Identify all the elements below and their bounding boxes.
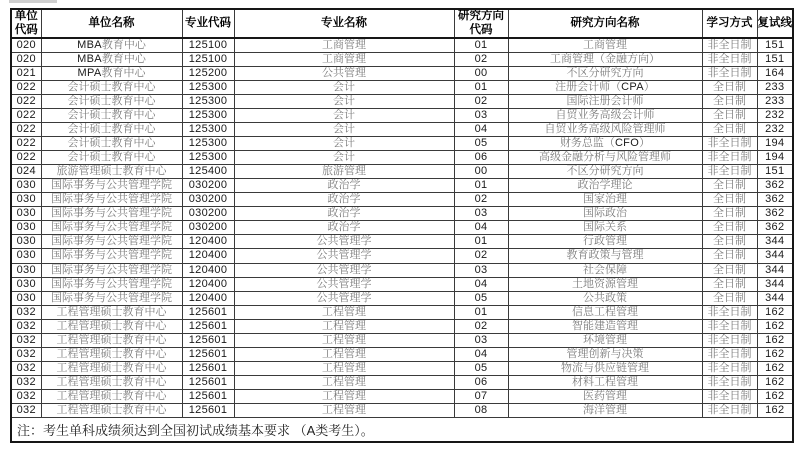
cell-direction_code: 06 <box>454 151 508 165</box>
cell-direction_name: 国家治理 <box>508 193 702 207</box>
cell-direction_name: 自贸业务高级风险管理师 <box>508 123 702 137</box>
cell-unit_name: 工程管理硕士教育中心 <box>41 319 182 333</box>
cell-major_name: 会计 <box>234 123 454 137</box>
cell-unit_name: 工程管理硕士教育中心 <box>41 389 182 403</box>
cell-direction_name: 环境管理 <box>508 333 702 347</box>
cell-study_mode: 全日制 <box>702 179 757 193</box>
cell-direction_name: 国际政治 <box>508 207 702 221</box>
table-row <box>11 109 793 123</box>
cell-direction_code: 01 <box>454 179 508 193</box>
cell-unit_code: 022 <box>11 123 41 137</box>
cell-direction_code: 04 <box>454 347 508 361</box>
cell-major_name: 工商管理 <box>234 38 454 53</box>
cell-major_code: 030200 <box>182 207 234 221</box>
table-row <box>11 165 793 179</box>
cell-unit_name: 国际事务与公共管理学院 <box>41 207 182 221</box>
table-header <box>11 9 793 38</box>
cell-major_name: 公共管理学 <box>234 263 454 277</box>
cell-major_code: 125300 <box>182 81 234 95</box>
cell-unit_code: 022 <box>11 109 41 123</box>
cell-direction_name: 自贸业务高级会计师 <box>508 109 702 123</box>
cell-direction_code: 02 <box>454 53 508 67</box>
column-header-unit_code: 单位代码 <box>11 9 41 38</box>
cell-study_mode: 非全日制 <box>702 38 757 53</box>
cell-score_line: 362 <box>757 221 793 235</box>
cell-major_name: 工程管理 <box>234 333 454 347</box>
table-row <box>11 81 793 95</box>
cell-score_line: 162 <box>757 333 793 347</box>
cell-score_line: 362 <box>757 179 793 193</box>
table-footer <box>11 418 793 443</box>
cell-direction_code: 00 <box>454 165 508 179</box>
column-header-direction_name: 研究方向名称 <box>508 9 702 38</box>
cell-unit_code: 032 <box>11 375 41 389</box>
cell-score_line: 162 <box>757 375 793 389</box>
cell-unit_name: 国际事务与公共管理学院 <box>41 277 182 291</box>
cell-direction_name: 行政管理 <box>508 235 702 249</box>
cell-score_line: 362 <box>757 207 793 221</box>
table-row <box>11 403 793 417</box>
cell-major_code: 030200 <box>182 221 234 235</box>
cell-direction_name: 物流与供应链管理 <box>508 361 702 375</box>
cell-study_mode: 全日制 <box>702 193 757 207</box>
cell-unit_name: 会计硕士教育中心 <box>41 151 182 165</box>
cell-major_code: 125300 <box>182 137 234 151</box>
cell-direction_code: 03 <box>454 263 508 277</box>
cell-direction_code: 03 <box>454 109 508 123</box>
cell-unit_name: 国际事务与公共管理学院 <box>41 179 182 193</box>
cell-unit_name: MBA教育中心 <box>41 53 182 67</box>
cell-unit_code: 020 <box>11 38 41 53</box>
table-row <box>11 333 793 347</box>
cell-study_mode: 非全日制 <box>702 375 757 389</box>
table-row <box>11 221 793 235</box>
cell-unit_name: 工程管理硕士教育中心 <box>41 375 182 389</box>
column-header-unit_name: 单位名称 <box>41 9 182 38</box>
table-row <box>11 319 793 333</box>
column-header-study_mode: 学习方式 <box>702 9 757 38</box>
cell-study_mode: 全日制 <box>702 81 757 95</box>
cell-unit_code: 022 <box>11 81 41 95</box>
cell-major_name: 旅游管理 <box>234 165 454 179</box>
cell-major_code: 120400 <box>182 249 234 263</box>
cell-unit_code: 030 <box>11 263 41 277</box>
cell-study_mode: 全日制 <box>702 95 757 109</box>
cell-direction_name: 政治学理论 <box>508 179 702 193</box>
cell-major_code: 125601 <box>182 319 234 333</box>
cell-study_mode: 全日制 <box>702 291 757 305</box>
cell-unit_code: 030 <box>11 207 41 221</box>
table-row <box>11 38 793 53</box>
cell-study_mode: 非全日制 <box>702 67 757 81</box>
cell-direction_name: 管理创新与决策 <box>508 347 702 361</box>
cell-unit_name: 会计硕士教育中心 <box>41 123 182 137</box>
crop-artifact <box>9 0 57 3</box>
cell-major_name: 公共管理学 <box>234 249 454 263</box>
cell-direction_code: 05 <box>454 137 508 151</box>
cell-unit_code: 030 <box>11 249 41 263</box>
column-header-score_line: 复试线 <box>757 9 793 38</box>
cell-direction_name: 社会保障 <box>508 263 702 277</box>
cell-direction_name: 海洋管理 <box>508 403 702 417</box>
table-row <box>11 235 793 249</box>
cell-major_code: 120400 <box>182 291 234 305</box>
table-row <box>11 179 793 193</box>
table-row <box>11 263 793 277</box>
table-row <box>11 137 793 151</box>
cell-direction_code: 02 <box>454 95 508 109</box>
cell-direction_code: 04 <box>454 123 508 137</box>
cell-major_code: 125601 <box>182 305 234 319</box>
cell-direction_name: 国际注册会计师 <box>508 95 702 109</box>
table-row <box>11 67 793 81</box>
table-note: 注：考生单科成绩须达到全国初试成绩基本要求 （A类考生）。 <box>11 418 793 443</box>
cell-direction_name: 工商管理（金融方向） <box>508 53 702 67</box>
cell-major_name: 政治学 <box>234 207 454 221</box>
cell-unit_code: 022 <box>11 151 41 165</box>
cell-study_mode: 全日制 <box>702 123 757 137</box>
cell-study_mode: 全日制 <box>702 235 757 249</box>
cell-study_mode: 非全日制 <box>702 347 757 361</box>
cell-direction_name: 教育政策与管理 <box>508 249 702 263</box>
cell-unit_code: 032 <box>11 319 41 333</box>
cell-direction_code: 05 <box>454 361 508 375</box>
cell-study_mode: 全日制 <box>702 249 757 263</box>
cell-score_line: 344 <box>757 291 793 305</box>
cell-score_line: 162 <box>757 305 793 319</box>
column-header-direction_code: 研究方向代码 <box>454 9 508 38</box>
cell-direction_code: 08 <box>454 403 508 417</box>
cell-major_code: 125300 <box>182 151 234 165</box>
cell-unit_code: 032 <box>11 347 41 361</box>
cell-unit_code: 030 <box>11 179 41 193</box>
cell-score_line: 194 <box>757 137 793 151</box>
cell-direction_code: 01 <box>454 305 508 319</box>
cell-direction_code: 00 <box>454 67 508 81</box>
table-row <box>11 95 793 109</box>
cell-major_name: 公共管理学 <box>234 235 454 249</box>
cell-score_line: 151 <box>757 165 793 179</box>
cell-major_code: 125100 <box>182 38 234 53</box>
cell-direction_name: 国际关系 <box>508 221 702 235</box>
table-row <box>11 123 793 137</box>
cell-unit_name: 国际事务与公共管理学院 <box>41 221 182 235</box>
cell-score_line: 362 <box>757 193 793 207</box>
cell-direction_code: 04 <box>454 277 508 291</box>
table-row <box>11 389 793 403</box>
cell-unit_code: 020 <box>11 53 41 67</box>
cell-direction_code: 06 <box>454 375 508 389</box>
cell-direction_code: 02 <box>454 193 508 207</box>
cell-score_line: 344 <box>757 263 793 277</box>
cell-unit_name: 旅游管理硕士教育中心 <box>41 165 182 179</box>
column-header-major_code: 专业代码 <box>182 9 234 38</box>
cell-study_mode: 非全日制 <box>702 361 757 375</box>
cell-unit_code: 030 <box>11 221 41 235</box>
cell-study_mode: 非全日制 <box>702 53 757 67</box>
cell-unit_code: 030 <box>11 291 41 305</box>
cell-direction_name: 医药管理 <box>508 389 702 403</box>
cell-score_line: 194 <box>757 151 793 165</box>
cell-major_code: 125400 <box>182 165 234 179</box>
cell-direction_name: 工商管理 <box>508 38 702 53</box>
cell-unit_name: 国际事务与公共管理学院 <box>41 193 182 207</box>
note-row <box>11 418 793 443</box>
cell-unit_code: 032 <box>11 403 41 417</box>
cell-unit_code: 022 <box>11 95 41 109</box>
cell-unit_name: 国际事务与公共管理学院 <box>41 263 182 277</box>
cell-score_line: 344 <box>757 235 793 249</box>
cell-major_code: 125100 <box>182 53 234 67</box>
cell-score_line: 344 <box>757 277 793 291</box>
cell-direction_name: 信息工程管理 <box>508 305 702 319</box>
cell-major_code: 125601 <box>182 333 234 347</box>
cell-unit_code: 032 <box>11 361 41 375</box>
cell-direction_name: 公共政策 <box>508 291 702 305</box>
cell-major_name: 工程管理 <box>234 403 454 417</box>
cell-major_code: 030200 <box>182 193 234 207</box>
cell-unit_name: 会计硕士教育中心 <box>41 95 182 109</box>
cell-major_name: 公共管理学 <box>234 291 454 305</box>
cell-major_name: 会计 <box>234 151 454 165</box>
cell-unit_name: 国际事务与公共管理学院 <box>41 235 182 249</box>
cell-direction_name: 土地资源管理 <box>508 277 702 291</box>
cell-major_name: 公共管理学 <box>234 277 454 291</box>
cell-major_name: 工程管理 <box>234 305 454 319</box>
cell-unit_name: 工程管理硕士教育中心 <box>41 305 182 319</box>
cell-major_name: 会计 <box>234 95 454 109</box>
cell-study_mode: 非全日制 <box>702 137 757 151</box>
cell-direction_name: 不区分研究方向 <box>508 67 702 81</box>
cell-unit_name: MPA教育中心 <box>41 67 182 81</box>
cell-major_code: 120400 <box>182 235 234 249</box>
table-row <box>11 277 793 291</box>
cell-score_line: 164 <box>757 67 793 81</box>
cell-study_mode: 非全日制 <box>702 165 757 179</box>
cell-score_line: 232 <box>757 123 793 137</box>
cell-major_name: 政治学 <box>234 179 454 193</box>
cell-unit_name: 工程管理硕士教育中心 <box>41 333 182 347</box>
cell-unit_name: 会计硕士教育中心 <box>41 137 182 151</box>
cell-major_name: 工程管理 <box>234 347 454 361</box>
cell-unit_name: 会计硕士教育中心 <box>41 109 182 123</box>
cell-score_line: 162 <box>757 361 793 375</box>
table-row <box>11 53 793 67</box>
cell-direction_code: 01 <box>454 81 508 95</box>
cell-major_code: 125601 <box>182 347 234 361</box>
cell-study_mode: 非全日制 <box>702 319 757 333</box>
cell-study_mode: 全日制 <box>702 263 757 277</box>
cell-score_line: 162 <box>757 389 793 403</box>
column-header-major_name: 专业名称 <box>234 9 454 38</box>
cell-major_code: 120400 <box>182 277 234 291</box>
cell-major_name: 会计 <box>234 137 454 151</box>
cell-major_name: 工程管理 <box>234 389 454 403</box>
cell-major_name: 政治学 <box>234 221 454 235</box>
cell-study_mode: 全日制 <box>702 109 757 123</box>
cell-major_code: 125601 <box>182 375 234 389</box>
cell-direction_name: 材料工程管理 <box>508 375 702 389</box>
cell-major_name: 会计 <box>234 109 454 123</box>
cell-unit_code: 030 <box>11 193 41 207</box>
cell-score_line: 232 <box>757 109 793 123</box>
cell-score_line: 162 <box>757 403 793 417</box>
cell-score_line: 162 <box>757 347 793 361</box>
table-row <box>11 347 793 361</box>
cell-score_line: 233 <box>757 81 793 95</box>
cell-score_line: 151 <box>757 53 793 67</box>
table-row <box>11 361 793 375</box>
cell-major_code: 125601 <box>182 389 234 403</box>
cell-study_mode: 全日制 <box>702 277 757 291</box>
cell-unit_code: 032 <box>11 333 41 347</box>
table-row <box>11 375 793 389</box>
cell-major_name: 工程管理 <box>234 375 454 389</box>
cell-major_name: 会计 <box>234 81 454 95</box>
cell-direction_name: 不区分研究方向 <box>508 165 702 179</box>
cell-study_mode: 全日制 <box>702 207 757 221</box>
cell-unit_name: 国际事务与公共管理学院 <box>41 291 182 305</box>
admission-score-table <box>10 8 794 443</box>
table-row <box>11 151 793 165</box>
cell-direction_code: 01 <box>454 38 508 53</box>
cell-unit_name: MBA教育中心 <box>41 38 182 53</box>
cell-unit_name: 工程管理硕士教育中心 <box>41 347 182 361</box>
table-row <box>11 249 793 263</box>
cell-direction_name: 注册会计师（CPA） <box>508 81 702 95</box>
cell-unit_name: 工程管理硕士教育中心 <box>41 403 182 417</box>
cell-direction_code: 04 <box>454 221 508 235</box>
cell-score_line: 162 <box>757 319 793 333</box>
cell-direction_name: 高级金融分析与风险管理师 <box>508 151 702 165</box>
cell-unit_code: 030 <box>11 235 41 249</box>
cell-major_name: 公共管理 <box>234 67 454 81</box>
cell-major_code: 125200 <box>182 67 234 81</box>
cell-direction_name: 财务总监（CFO） <box>508 137 702 151</box>
table-row <box>11 291 793 305</box>
cell-unit_name: 工程管理硕士教育中心 <box>41 361 182 375</box>
cell-score_line: 151 <box>757 38 793 53</box>
cell-major_code: 120400 <box>182 263 234 277</box>
cell-direction_name: 智能建造管理 <box>508 319 702 333</box>
cell-study_mode: 全日制 <box>702 221 757 235</box>
cell-study_mode: 非全日制 <box>702 403 757 417</box>
table-row <box>11 305 793 319</box>
cell-study_mode: 非全日制 <box>702 389 757 403</box>
cell-direction_code: 03 <box>454 207 508 221</box>
cell-unit_code: 032 <box>11 389 41 403</box>
cell-direction_code: 02 <box>454 249 508 263</box>
cell-major_code: 125601 <box>182 361 234 375</box>
cell-study_mode: 非全日制 <box>702 305 757 319</box>
cell-score_line: 344 <box>757 249 793 263</box>
cell-direction_code: 03 <box>454 333 508 347</box>
cell-major_name: 工商管理 <box>234 53 454 67</box>
cell-unit_code: 021 <box>11 67 41 81</box>
cell-unit_code: 030 <box>11 277 41 291</box>
cell-major_code: 125300 <box>182 95 234 109</box>
cell-unit_code: 024 <box>11 165 41 179</box>
cell-direction_code: 05 <box>454 291 508 305</box>
cell-direction_code: 02 <box>454 319 508 333</box>
table-row <box>11 193 793 207</box>
cell-major_name: 工程管理 <box>234 319 454 333</box>
cell-unit_code: 032 <box>11 305 41 319</box>
cell-study_mode: 非全日制 <box>702 151 757 165</box>
cell-major_name: 工程管理 <box>234 361 454 375</box>
cell-unit_code: 022 <box>11 137 41 151</box>
cell-unit_name: 会计硕士教育中心 <box>41 81 182 95</box>
cell-unit_name: 国际事务与公共管理学院 <box>41 249 182 263</box>
cell-score_line: 233 <box>757 95 793 109</box>
cell-major_code: 125300 <box>182 123 234 137</box>
cell-study_mode: 非全日制 <box>702 333 757 347</box>
cell-major_code: 030200 <box>182 179 234 193</box>
table-body <box>11 38 793 418</box>
table-header-row <box>11 9 793 38</box>
cell-major_code: 125601 <box>182 403 234 417</box>
cell-major_code: 125300 <box>182 109 234 123</box>
table-row <box>11 207 793 221</box>
cell-direction_code: 07 <box>454 389 508 403</box>
cell-direction_code: 01 <box>454 235 508 249</box>
cell-major_name: 政治学 <box>234 193 454 207</box>
